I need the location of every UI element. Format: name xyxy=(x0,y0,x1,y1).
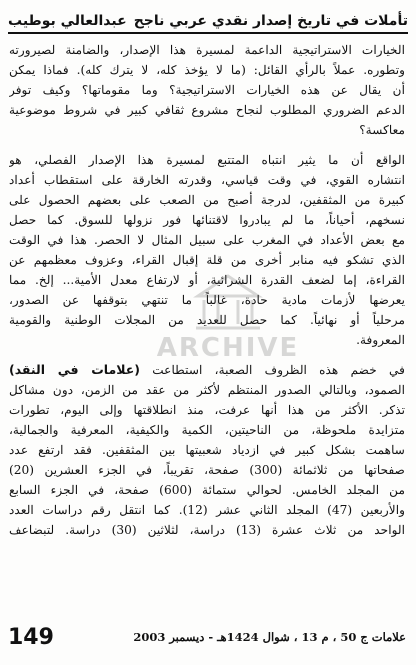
journal-name: (علامات في النقد) xyxy=(9,362,140,377)
page-footer xyxy=(8,624,406,650)
text-line: من المجلد الخامس. لحوالي ستمائة (600) صفحة، في الجزء السابع xyxy=(9,483,405,497)
running-header xyxy=(8,6,408,34)
text-line: الذي تشكو فيه منابر أخرى من قلة إقبال القراء، وعزوف معظمهم عن xyxy=(9,253,405,267)
author-name: عبدالعالي بوطيب xyxy=(8,13,127,29)
text-line: الواقع أن ما يثير انتباه المتتبع لمسيرة هذا الإصدار الفصلي، هو xyxy=(9,153,405,167)
text-line: تذكر. الأكثر من هذا أنها عرفت، منذ انطلاقتها وإلى اليوم، تطورات xyxy=(9,403,405,417)
text-line: أن يقال عن هذه الخيارات الاستراتيجية؟ وما مقوماتها؟ وكيف توفر xyxy=(9,83,405,97)
svg-text:ARCHIVE: ARCHIVE xyxy=(156,333,300,363)
text-line: الواحد من ثلاث عشرة (13) دراسة، لثلاثين (30) دراسة. لتبضاعف xyxy=(9,523,405,537)
text-line: متزايدة ملحوظة، من الناحيتين، الكمية والكيفية، المعرفية والجمالية، xyxy=(9,423,405,437)
text-line: ساهمت بشكل كبير في ازدياد شعبيتها بين المثقفين. فقد ارتفع عدد xyxy=(9,443,405,457)
text-line: انتشاره القوي، في وقت قياسي، وقدرته الخارقة على استقطاب أعداد xyxy=(9,173,405,187)
text-line: مرحلياً أو نهائياً. كما حصل للعديد من المجلات الوطنية والقومية xyxy=(9,313,405,327)
text-line: الخيارات الاستراتيجية الداعمة لمسيرة هذا الإصدار، والضامنة لصيرورته xyxy=(9,43,405,57)
text-line: نسخهم، أحياناً، ما لم يبادروا لاقتنائها فور نزولها للسوق. كما حصل xyxy=(9,213,405,227)
text-line: الدعم الضروري المطلوب لنجاح مشروع ثقافي كبير في شروط موضوعية xyxy=(9,103,405,117)
text-line: القراءة، إما لضعف القدرة الشرائية، أو لارتفاع معدل الأمية... إلخ. مما xyxy=(9,273,405,287)
paragraph-lead: في خضم هذه الظروف الصعبة، استطاعت xyxy=(152,363,405,377)
page-number: 149 xyxy=(8,624,54,650)
text-line: معاكسة؟ xyxy=(359,123,405,137)
body-text xyxy=(9,40,405,540)
text-line: يعرضها لأزمات مادية حادة، غالباً ما تنتهي بتوقفها عن الصدور، xyxy=(9,293,405,307)
text-line: وتطوره. عملاً بالرأي القائل: (ما لا يؤخذ كله، لا يترك كله). فماذا يمكن xyxy=(9,63,405,77)
text-line: صفحاتها من ثلاثمائة (300) صفحة، تقريباً، في الجزء العشرين (20) xyxy=(9,463,405,477)
text-line: والأربعين (47) المجلد الثاني عشر (12). كما انتقل رقم دراسات العدد xyxy=(9,503,405,517)
text-line: الصمود، وبالتالي الصدور المنتظم لأكثر من عقد من الزمن، دون مشاكل xyxy=(9,383,405,397)
journal-issue-info: علامات ج 50 ، م 13 ، شوال 1424هـ - ديسمبر 2003 xyxy=(133,630,406,644)
text-line: كبيرة من المثقفين، لدرجة أصبح من الصعب على بعضهم الحصول على xyxy=(9,193,405,207)
article-title: تأملات في تاريخ إصدار نقدي عربي ناجح xyxy=(133,13,408,29)
text-line: مع بعض الأعداد في المغرب على سبيل المثال لا الحصر. هذا في الوقت xyxy=(9,233,405,247)
text-line: المعروفة. xyxy=(356,333,405,347)
text-line xyxy=(9,360,405,380)
